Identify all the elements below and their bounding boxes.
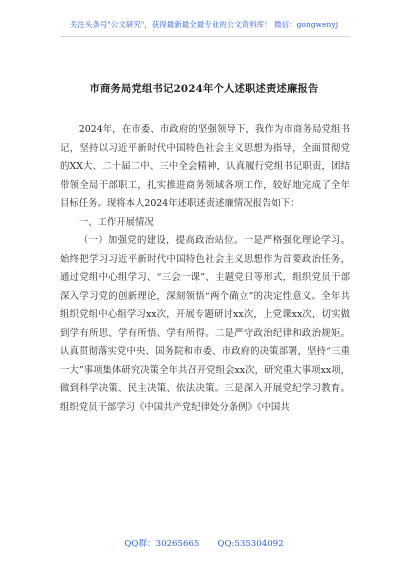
body-paragraph: （一）加强党的建设，提高政治站位。一是严格强化理论学习。始终把学习习近平新时代中国特色社会主义思想作为首要政治任务，通过党组中心组学习、“三会一课”、主题党日等形式，组织党员干部深入学习党的创新理论，深刻领悟“两个确立”的决定性意义。全年共组织党组中心组学习xx次，开展专题研讨xx次，上党课xx次，切实做到学有所思、学有所悟、学有所得。二是严守政治纪律和政治规矩。认真贯彻落实党中央、国务院和市委、市政府的决策部署，坚持“三重一大”事项集体研究决策全年共召开党组会xx次，研究重大事项xx项，做到科学决策、民主决策、依法决策。三是深入开展党纪学习教育。组织党员干部学习《中国共产党纪律处分条例》《中国共 bbox=[60, 235, 350, 413]
qq-number-link[interactable]: QQ:535304092 bbox=[217, 539, 284, 549]
document-body bbox=[60, 121, 350, 417]
document-title: 市商务局党组书记2024年个人述职述责述廉报告 bbox=[89, 83, 319, 95]
section-heading: 一、工作开展情况 bbox=[78, 216, 154, 228]
footer-contact bbox=[0, 538, 408, 550]
qq-group-link[interactable]: QQ群：30265665 bbox=[124, 539, 200, 549]
intro-paragraph: 2024年，在市委、市政府的坚强领导下，我作为市商务局党组书记，坚持以习近平新时代中国特色社会主义思想为指导，全面贯彻党的XX大、二十届二中、三中全会精神，认真履行党组书记职责，团结带领全局干部职工，扎实推进商务领域各项工作，较好地完成了全年目标任务。现将本人2024年述职述责述廉情况报告如下： bbox=[60, 124, 350, 209]
header-promo-text: 关注头条号"公文研究"，获得最新最全最专业的公文资料库！ 微信：gongwenyj bbox=[69, 20, 339, 29]
header-divider bbox=[60, 36, 350, 37]
